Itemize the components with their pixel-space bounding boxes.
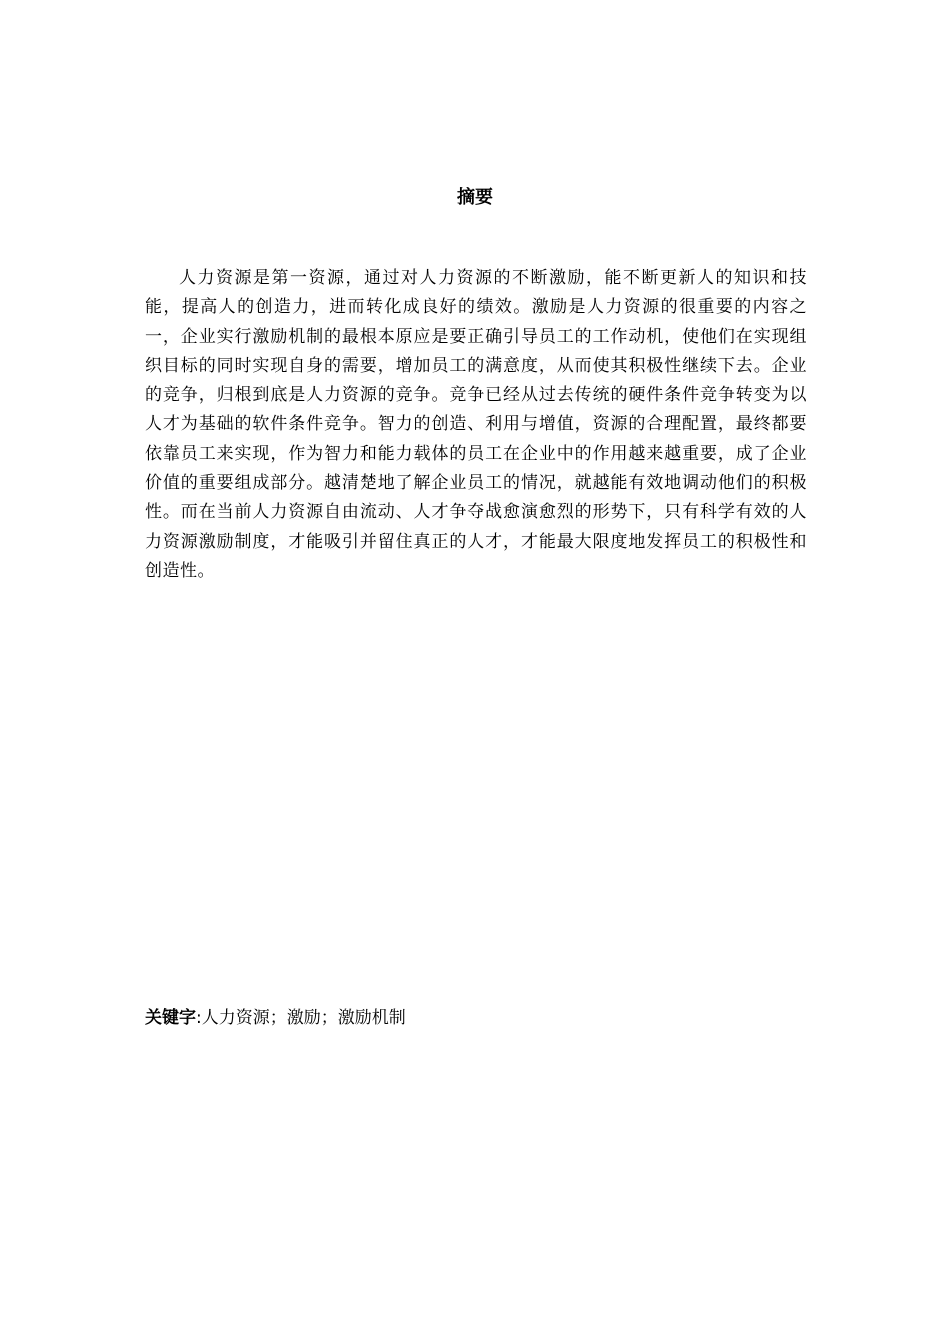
keywords-label: 关键字 xyxy=(145,1008,196,1028)
abstract-paragraph: 人力资源是第一资源，通过对人力资源的不断激励，能不断更新人的知识和技能，提高人的创造力，进而转化成良好的绩效。激励是人力资源的很重要的内容之一，企业实行激励机制的最根本原应是要正确引导员工的工作动机，使他们在实现组织目标的同时实现自身的需要，增加员工的满意度，从而使其积极性继续下去。企业的竞争，归根到底是人力资源的竞争。竞争已经从过去传统的硬件条件竞争转变为以人才为基础的软件条件竞争。智力的创造、利用与增值，资源的合理配置，最终都要依靠员工来实现，作为智力和能力载体的员工在企业中的作用越来越重要，成了企业价值的重要组成部分。越清楚地了解企业员工的情况，就越能有效地调动他们的积极性。而在当前人力资源自由流动、人才争夺战愈演愈烈的形势下，只有科学有效的人力资源激励制度，才能吸引并留住真正的人才，才能最大限度地发挥员工的积极性和创造性。 xyxy=(145,268,807,581)
keywords-text: 人力资源；激励；激励机制 xyxy=(201,1008,406,1028)
abstract-title: 摘要 xyxy=(457,187,493,208)
keywords-line xyxy=(145,1006,406,1030)
keywords-separator: : xyxy=(196,1008,202,1028)
